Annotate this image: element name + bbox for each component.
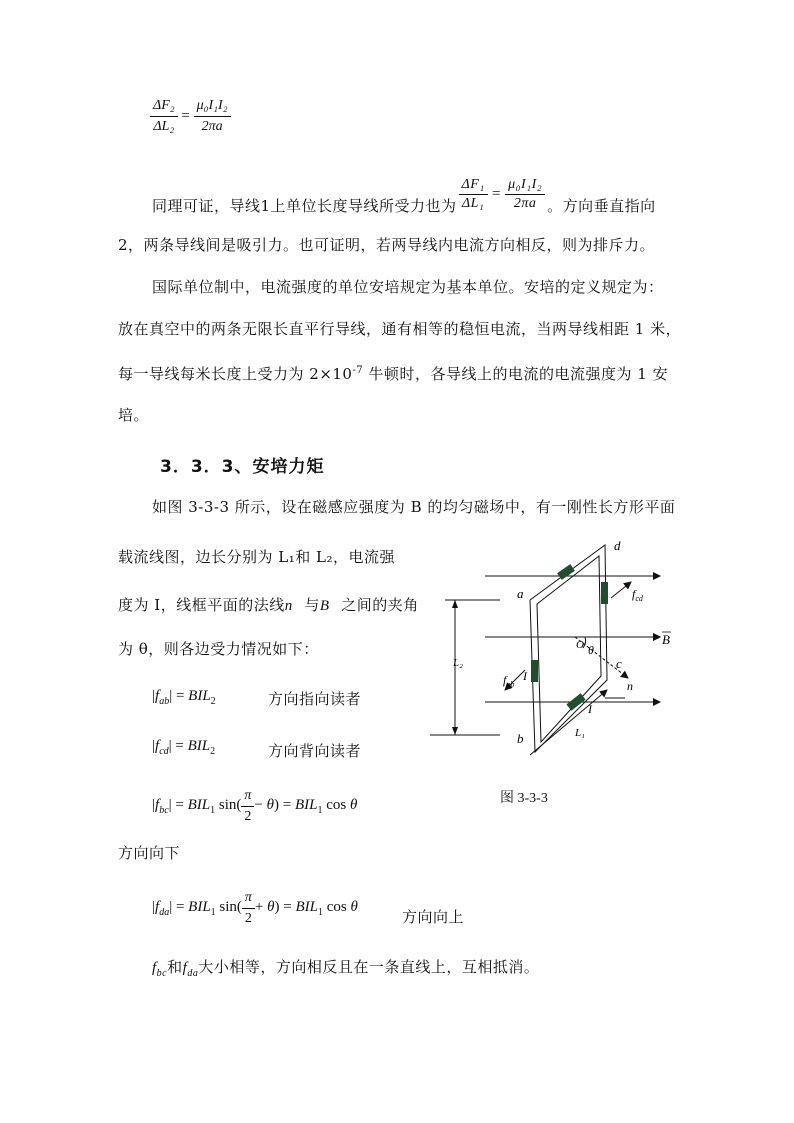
para1-inline-formula: $\frac{\text{ΔF₁}}{\text{ΔL₁}}$ = $\frac{\text{μ₀I₁I₂}}{2\pi a}$ — [459, 190, 546, 223]
eq-fda-direction: 方向向上 — [402, 908, 465, 926]
para3-line3: 度为 I，线框平面的法线n⃗与B⃗之间的夹角 — [118, 596, 419, 614]
label-fcd: $f_{cd}$ — [632, 587, 643, 603]
current-block-left — [531, 660, 538, 682]
current-block-top — [557, 564, 575, 580]
eq-fab: $|f_{ab}| = BIL_2$ — [152, 688, 216, 707]
vector-n: n⃗ — [284, 598, 305, 614]
fraction-lhs: $\frac{\text{ΔF₂}}{\text{ΔL₂}}$ — [150, 98, 178, 135]
eq-fda: $|f_{da}| = BIL_1$ sin( $\frac{\pi}{2}$ + $\theta) = BIL_1$ cos θ — [152, 890, 358, 926]
closing-line: $f_{bc}$和$f_{da}$大小相等，方向相反且在一条直线上，互相抵消。 — [152, 958, 540, 979]
label-b: b — [517, 731, 524, 746]
label-n: n — [627, 679, 633, 693]
label-d: d — [614, 538, 621, 553]
vector-B: B⃗ — [319, 598, 342, 614]
para1-line2: 2，两条导线间是吸引力。也可证明，若两导线内电流方向相反，则为排斥力。 — [118, 236, 656, 254]
figure-caption: 图 3-3-3 — [500, 791, 548, 806]
label-I-bottom: I — [588, 702, 592, 716]
label-a: a — [517, 586, 524, 601]
para2-line3: 每一导线每米长度上受力为 $2\times 10^{-7}$ 牛顿时，各导线上的电流的电流强度为 1 安 — [118, 365, 669, 383]
eq-fbc-direction: 方向向下 — [118, 844, 181, 862]
para1-line1: 同理可证，导线1上单位长度导线所受力也为 $\frac{\text{ΔF₁}}{\text{ΔL₁}}$ = $\frac{\text{μ₀I₁I₂}}{2\pi a}$ 。方向垂直指向 — [152, 190, 656, 223]
label-fab: $f_{ab}$ — [503, 673, 515, 689]
para3-line4: 为 θ，则各边受力情况如下： — [118, 640, 319, 658]
label-theta: θ — [588, 643, 594, 657]
label-L2: L₂ — [453, 657, 463, 669]
eq-fcd: $|f_{cd}| = BIL_2$ — [152, 738, 216, 757]
para3-line2: 载流线图，边长分别为 L₁和 L₂，电流强 — [118, 548, 395, 566]
section-heading: 3．3．3、安培力矩 — [160, 457, 325, 477]
eq-fcd-direction: 方向背向读者 — [268, 742, 362, 760]
label-B: B — [662, 632, 670, 647]
L1-dimension — [530, 690, 607, 755]
label-c: c — [616, 656, 622, 671]
label-O: O — [576, 639, 584, 651]
fraction-rhs: $\frac{\text{μ₀I₁I₂}}{2\pi a}$ — [194, 98, 231, 135]
label-L1: L₁ — [575, 727, 585, 739]
para2-line2: 放在真空中的两条无限长直平行导线，通有相等的稳恒电流，当两导线相距 1 米， — [118, 320, 682, 338]
formula-top: $\frac{\text{ΔF₂}}{\text{ΔL₂}}$ = $\frac{\text{μ₀I₁I₂}}{2\pi a}$ — [150, 98, 231, 135]
force-cd-arrow — [611, 582, 631, 598]
para2-line1: 国际单位制中，电流强度的单位安培规定为基本单位。安培的定义规定为： — [152, 278, 664, 296]
para2-line4: 培。 — [118, 406, 150, 424]
figure-3-3-3 — [425, 530, 685, 780]
current-block-right — [601, 582, 608, 604]
label-I-left: I — [523, 669, 527, 683]
eq-fab-direction: 方向指向读者 — [268, 690, 362, 708]
para3-line1: 如图 3-3-3 所示，设在磁感应强度为 B 的均匀磁场中，有一刚性长方形平面 — [152, 498, 676, 516]
eq-fbc: $|f_{bc}| = BIL_1$ sin( $\frac{\pi}{2}$ − $\theta) = BIL_1$ cos θ — [152, 788, 358, 824]
